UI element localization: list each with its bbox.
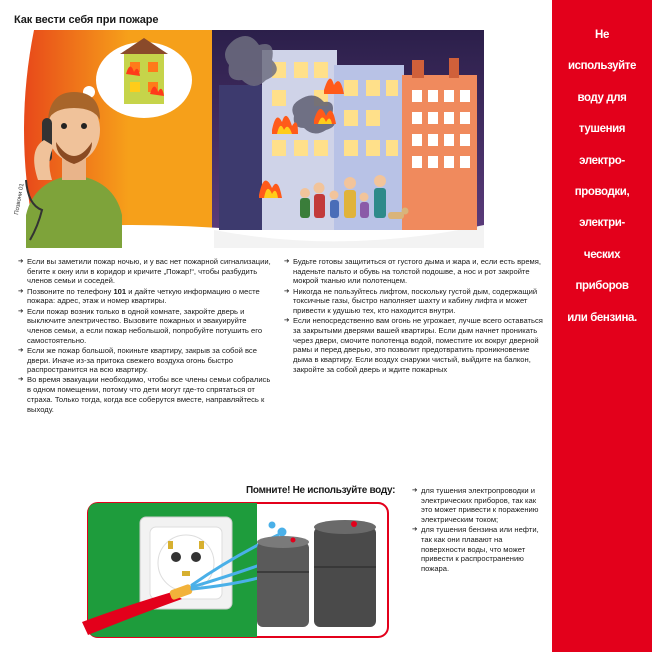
list-item: ➔ Будьте готовы защититься от густого дыма и жара и, если есть время, наденьте пальто и обувь на толстой подошве, а нос и рот закройте мокрой тканью или полотенцем. bbox=[284, 257, 546, 286]
list-item: ➔ Если пожар возник только в одной комнате, закройте дверь и выключите электричество. Вызовите пожарных и эвакуируйте членов семьи, а если пожар небольшой, попробуйте потушить его самостоятельно. bbox=[18, 307, 273, 346]
warning-line: используйте bbox=[567, 60, 637, 73]
phone-sign-text: Позвони 01 bbox=[14, 182, 26, 216]
water-warning-illustration bbox=[82, 497, 402, 642]
remember-heading: Помните! Не используйте воду: bbox=[246, 485, 396, 496]
warning-line: электри- bbox=[579, 217, 625, 230]
list-item: ➔ Если непосредственно вам огонь не угрожает, лучше всего оставаться за закрытыми дверями вашей квартиры. Если дым начнет проникать через двери, смочите полотенца водой, поместите их вокруг дверной рамы и перед дверью, это позволит предотвратить проникновение дыма в квартиру. Если воздух снаружи чистый, выйдите на балкон, закройте за собой дверь и ждите пожарных bbox=[284, 316, 546, 374]
list-item: ➔ Если вы заметили пожар ночью, и у вас нет пожарной сигнализации, бегите к окну или в коридор и кричите „Пожар!“, чтобы разбудить членов семьи и соседей. bbox=[18, 257, 273, 286]
page-title: Как вести себя при пожаре bbox=[14, 14, 159, 26]
list-item: ➔ Позвоните по телефону 101 и дайте четкую информацию о месте пожара: адрес, этаж и номер квартиры. bbox=[18, 287, 273, 306]
warning-line: тушения bbox=[578, 123, 626, 136]
warning-line: или бензина. bbox=[567, 311, 637, 324]
list-item: ➔ Во время эвакуации необходимо, чтобы все члены семьи собрались в одном помещении, потому что дети могут где-то спрятаться от страха. Только тогда, когда все соберутся вместе, направляйтесь к выходу. bbox=[18, 375, 273, 414]
warning-line: ческих bbox=[583, 248, 621, 261]
warning-line: воду для bbox=[577, 91, 627, 104]
list-item: ➔ для тушения электропроводки и электрических приборов, так как это может привести к поражению электрическим током; bbox=[412, 486, 544, 525]
remember-list bbox=[412, 486, 544, 574]
hero-illustration bbox=[14, 30, 484, 248]
list-item: ➔ для тушения бензина или нефти, так как они плавают на поверхности воды, что может привести к распространению пожара. bbox=[412, 525, 544, 574]
advice-list-right bbox=[284, 257, 546, 375]
warning-sidebar bbox=[552, 0, 652, 652]
warning-line: электро- bbox=[579, 154, 625, 167]
advice-list-left bbox=[18, 257, 273, 415]
warning-text bbox=[552, 20, 652, 334]
list-item: ➔ Если же пожар большой, покиньте квартиру, закрыв за собой все двери. Иначе из-за притока свежего воздуха огонь быстро распространится на всю квартиру. bbox=[18, 346, 273, 375]
list-item: ➔ Никогда не пользуйтесь лифтом, поскольку густой дым, содержащий токсичные газы, быстро наполняет шахту и кабину лифта и может привести к удушью тех, кто находится внутри. bbox=[284, 287, 546, 316]
warning-line: приборов bbox=[575, 280, 629, 293]
warning-line: проводки, bbox=[574, 186, 630, 199]
warning-line: Не bbox=[595, 29, 609, 41]
